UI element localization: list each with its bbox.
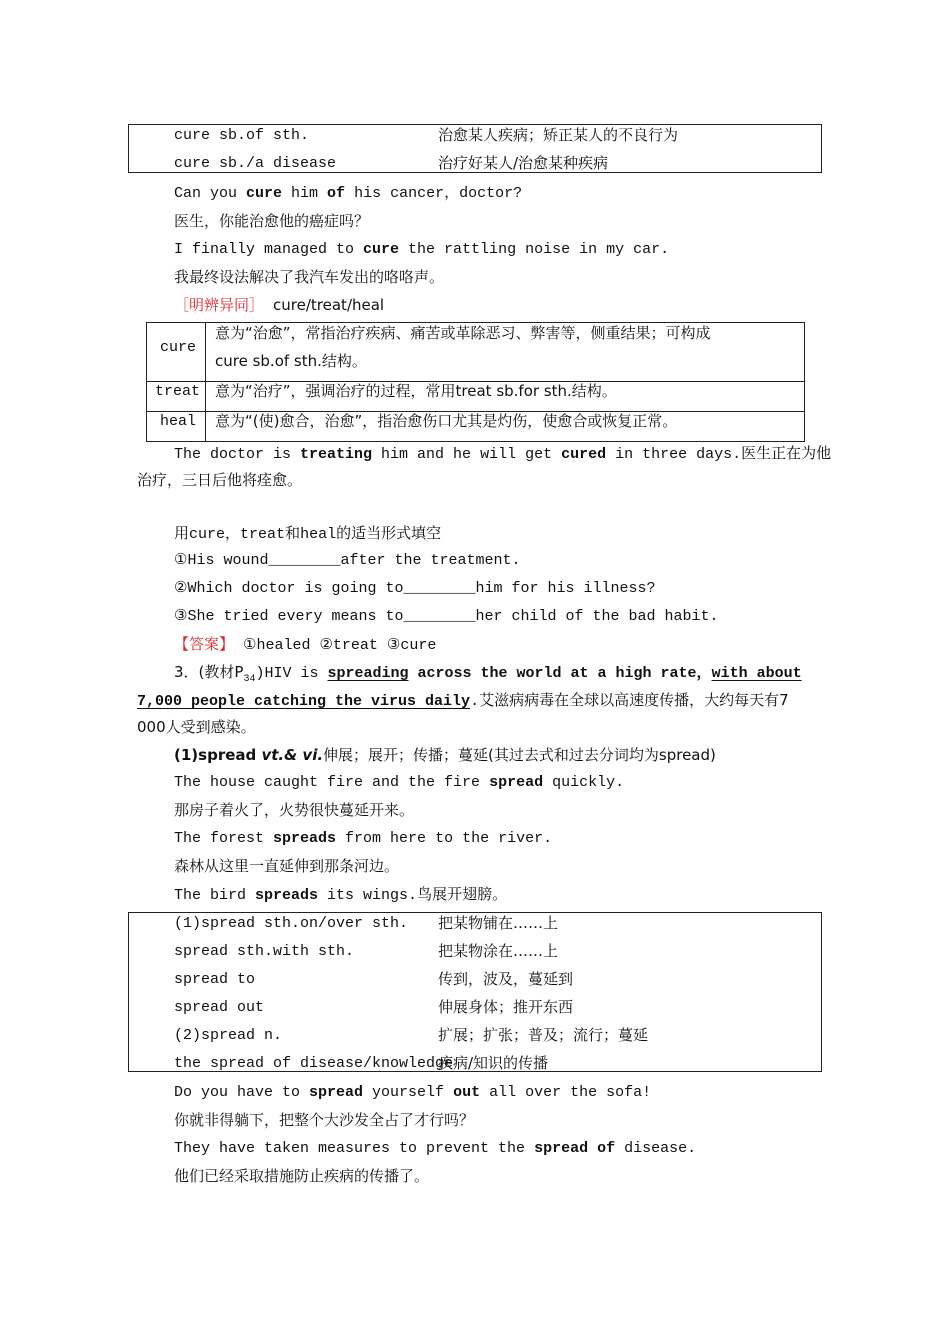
compare-word: treat xyxy=(155,383,201,400)
exercise-question: ③She tried every means to________her child of the bad habit. xyxy=(174,608,719,625)
phrase-en: spread out xyxy=(174,999,265,1016)
example-cn: 医生，你能治愈他的癌症吗？ xyxy=(174,212,370,230)
phrase-cn: 疾病/知识的传播 xyxy=(438,1054,549,1072)
phrase-en: cure sb.of sth. xyxy=(174,127,310,144)
compare-desc: 意为“(使)愈合，治愈”，指治愈伤口尤其是灼伤，使愈合或恢复正常。 xyxy=(215,412,678,430)
example-en: They have taken measures to prevent the spread of disease. xyxy=(174,1140,697,1157)
phrase-cn: 治疗好某人/治愈某种疾病 xyxy=(438,154,609,172)
phrase-en: the spread of disease/knowledge xyxy=(174,1055,454,1072)
phrase-en: spread sth.with sth. xyxy=(174,943,355,960)
phrase-box-spread xyxy=(128,912,822,1072)
example-en: The house caught fire and the fire spread quickly. xyxy=(174,774,625,791)
compare-word: heal xyxy=(160,413,197,430)
phrase-en: (1)spread sth.on/over sth. xyxy=(174,915,409,932)
phrase-en: spread to xyxy=(174,971,256,988)
compare-desc: 意为“治愈”，常指治疗疾病、痛苦或革除恶习、弊害等，侧重结果；可构成 xyxy=(215,324,711,342)
example-en: The bird spreads its wings.鸟展开翅膀。 xyxy=(174,885,508,904)
exercise-question: ②Which doctor is going to________him for his illness? xyxy=(174,580,656,597)
compare-desc: 意为“治疗”，强调治疗的过程，常用treat sb.for sth.结构。 xyxy=(215,382,617,400)
example-cn: 我最终设法解决了我汽车发出的咯咯声。 xyxy=(174,268,445,286)
compare-desc: cure sb.of sth.结构。 xyxy=(215,352,367,370)
example-cn: 森林从这里一直延伸到那条河边。 xyxy=(174,857,400,875)
example-en: Can you cure him of his cancer，doctor? xyxy=(174,185,523,202)
spread-heading: (1)spread vt.& vi.伸展；展开；传播；蔓延(其过去式和过去分词均为spread) xyxy=(174,746,716,764)
phrase-cn: 传到，波及，蔓延到 xyxy=(438,970,574,988)
example-en: Do you have to spread yourself out all over the sofa! xyxy=(174,1084,652,1101)
exercise-question: ①His wound________after the treatment. xyxy=(174,552,521,569)
phrase-cn: 把某物铺在……上 xyxy=(438,914,559,932)
phrase-cn: 把某物涂在……上 xyxy=(438,942,559,960)
example-cn: 那房子着火了，火势很快蔓延开来。 xyxy=(174,801,415,819)
phrase-en: cure sb./a disease xyxy=(174,155,337,172)
phrase-cn: 扩展；扩张；普及；流行；蔓延 xyxy=(438,1026,649,1044)
example-cn: 他们已经采取措施防止疾病的传播了。 xyxy=(174,1167,430,1185)
compare-word: cure xyxy=(160,339,197,356)
compare-tag: ［明辨异同］ xyxy=(174,296,265,314)
example-cn: 你就非得躺下，把整个大沙发全占了才行吗？ xyxy=(174,1111,475,1129)
example-cn: 治疗，三日后他将痊愈。 xyxy=(137,471,303,489)
item3-line1: 3．(教材$P_{34})HIV$ is spreading across the world at a high rate，with about xyxy=(174,663,802,685)
item3-line2: 7,000 people catching the virus daily.艾滋病病毒在全球以高速度传播，大约每天有7 xyxy=(137,691,789,710)
compare-heading: ［明辨异同］ cure/treat/heal xyxy=(174,296,385,314)
phrase-en: (2)spread n. xyxy=(174,1027,283,1044)
answer-line: 【答案】 ①healed ②treat ③cure xyxy=(174,635,437,654)
table-divider xyxy=(205,322,206,442)
example-en: The forest spreads from here to the river. xyxy=(174,830,553,847)
exercise-title: 用cure，treat和heal的适当形式填空 xyxy=(174,524,442,543)
example-en: I finally managed to cure the rattling noise in my car. xyxy=(174,241,670,258)
answer-label: 【答案】 xyxy=(174,635,235,653)
example-en: The doctor is treating him and he will get cured in three days.医生正在为他 xyxy=(174,444,832,463)
phrase-cn: 治愈某人疾病；矫正某人的不良行为 xyxy=(438,126,679,144)
phrase-cn: 伸展身体；推开东西 xyxy=(438,998,574,1016)
item3-line3: 000人受到感染。 xyxy=(137,718,256,736)
